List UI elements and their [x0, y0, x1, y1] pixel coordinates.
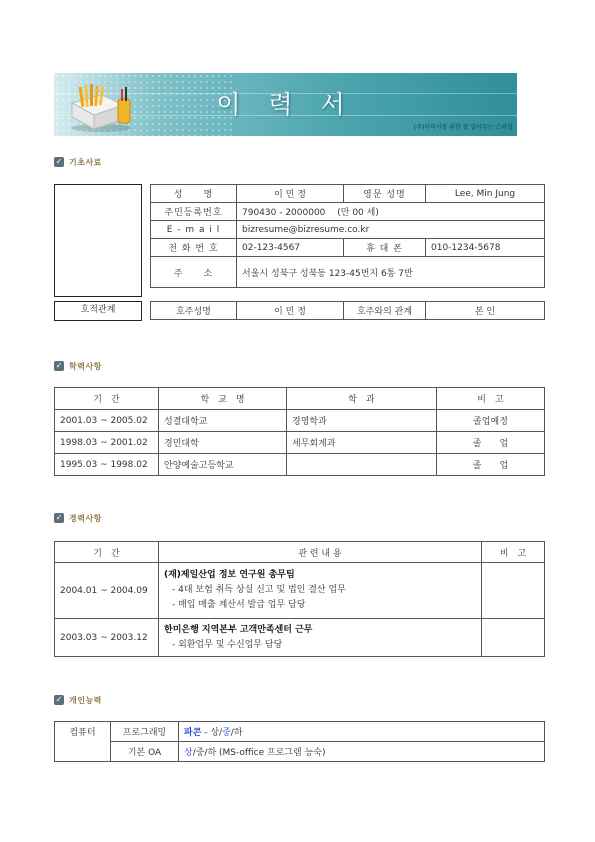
- table-row: [55, 563, 545, 619]
- edu-note: 졸업예정: [437, 410, 545, 432]
- skill-strong: 상: [184, 748, 193, 758]
- table-row: [55, 619, 545, 657]
- career-title: (재)제일산업 정보 연구원 총무팀: [164, 570, 295, 580]
- edu-note: 졸 업: [437, 432, 545, 454]
- name-value: 이 민 정: [237, 185, 344, 203]
- career-content: [159, 619, 482, 657]
- section-skills-heading: [54, 693, 102, 707]
- section-label: 학력사항: [69, 361, 102, 371]
- section-basic-heading: [54, 155, 102, 169]
- checkbox-icon: ✓: [55, 361, 63, 370]
- photo-box: [54, 184, 142, 297]
- email-value: bizresume@bizresume.co.kr: [237, 221, 545, 239]
- edu-header-school: 학 교 명: [159, 388, 287, 410]
- edu-header-period: 기 간: [55, 388, 159, 410]
- career-duty: - 외환업무 및 수신업무 담당: [172, 639, 283, 650]
- edu-header-note: 비 고: [437, 388, 545, 410]
- family-relation-label: 호적관계: [54, 301, 142, 321]
- edu-header-major: 학 과: [287, 388, 437, 410]
- career-note: [482, 619, 545, 657]
- head-name-value: 이 민 정: [237, 302, 344, 320]
- relation-label: 호주와의 관계: [344, 302, 426, 320]
- table-row: [55, 742, 545, 762]
- edu-major: [287, 454, 437, 476]
- relation-value: 본 인: [426, 302, 545, 320]
- title-banner: [54, 73, 517, 136]
- head-name-label: 호주성명: [151, 302, 237, 320]
- table-row: [55, 410, 545, 432]
- address-value: 서울시 성북구 성북동 123-45번지 6통 7반: [237, 257, 545, 288]
- rrn-label: 주민등록번호: [151, 203, 237, 221]
- phone-value: 02-123-4567: [237, 239, 344, 257]
- checkbox-icon: ✓: [55, 157, 63, 166]
- section-label: 기초사료: [69, 157, 102, 167]
- edu-major: 경영학과: [287, 410, 437, 432]
- career-note: [482, 563, 545, 619]
- career-duty: - 4대 보험 취득 상실 신고 및 법인 결산 업무: [172, 585, 346, 595]
- eng-name-label: 영문 성명: [344, 185, 426, 203]
- edu-school: 성결대학교: [159, 410, 287, 432]
- career-period: 2004.01 ~ 2004.09: [55, 563, 159, 619]
- section-label: 경력사항: [69, 513, 102, 523]
- skill-label: 기본 OA: [111, 742, 179, 762]
- section-label: 개인능력: [69, 695, 102, 705]
- career-header-content: 관 련 내 용: [159, 542, 482, 563]
- edu-note: 졸 업: [437, 454, 545, 476]
- edu-period: 1998.03 ~ 2001.02: [55, 432, 159, 454]
- career-header-note: 비 고: [482, 542, 545, 563]
- eng-name-value: Lee, Min Jung: [426, 185, 545, 203]
- banner-subtitle: (주)이력서를 위한 잘 알아두는 스타일: [413, 124, 513, 131]
- phone-label: 전 화 번 호: [151, 239, 237, 257]
- career-table: [54, 541, 545, 657]
- section-career-heading: [54, 511, 102, 525]
- table-row: [55, 432, 545, 454]
- skill-text: /중/하 (MS-office 프로그램 능숙): [192, 748, 326, 758]
- skills-table: [54, 721, 545, 762]
- basic-info-table: [150, 184, 545, 288]
- edu-school: 경민대학: [159, 432, 287, 454]
- email-label: E - m a i l: [151, 221, 237, 239]
- career-period: 2003.03 ~ 2003.12: [55, 619, 159, 657]
- family-table: [150, 301, 545, 320]
- skill-value: [179, 722, 545, 742]
- career-title: 한미은행 지역본부 고객만족센터 근무: [164, 624, 313, 635]
- checkbox-icon: ✓: [55, 513, 63, 522]
- mobile-label: 휴 대 폰: [344, 239, 426, 257]
- edu-school: 안양예술고등학교: [159, 454, 287, 476]
- skill-strong: 파콘: [184, 728, 202, 738]
- skill-label: 프로그래밍: [111, 722, 179, 742]
- table-row: [55, 722, 545, 742]
- address-label: 주 소: [151, 257, 237, 288]
- career-content: [159, 563, 482, 619]
- career-duty: - 매입 매출 계산서 발급 업무 담당: [172, 600, 306, 610]
- section-education-heading: [54, 359, 102, 373]
- edu-period: 1995.03 ~ 1998.02: [55, 454, 159, 476]
- skill-text: /하: [230, 728, 243, 738]
- skill-text: - 상/: [201, 728, 223, 738]
- checkbox-icon: ✓: [55, 695, 63, 704]
- edu-period: 2001.03 ~ 2005.02: [55, 410, 159, 432]
- edu-major: 세무회계과: [287, 432, 437, 454]
- mobile-value: 010-1234-5678: [426, 239, 545, 257]
- skill-value: [179, 742, 545, 762]
- education-table: [54, 387, 545, 476]
- career-header-period: 기 간: [55, 542, 159, 563]
- name-label: 성 명: [151, 185, 237, 203]
- rrn-value: 790430 - 2000000 (만 00 세): [237, 203, 545, 221]
- document-title: 이 력 서: [216, 90, 355, 119]
- table-row: [55, 454, 545, 476]
- skill-level: 중: [222, 728, 231, 738]
- skill-category: 컴퓨터: [55, 722, 111, 762]
